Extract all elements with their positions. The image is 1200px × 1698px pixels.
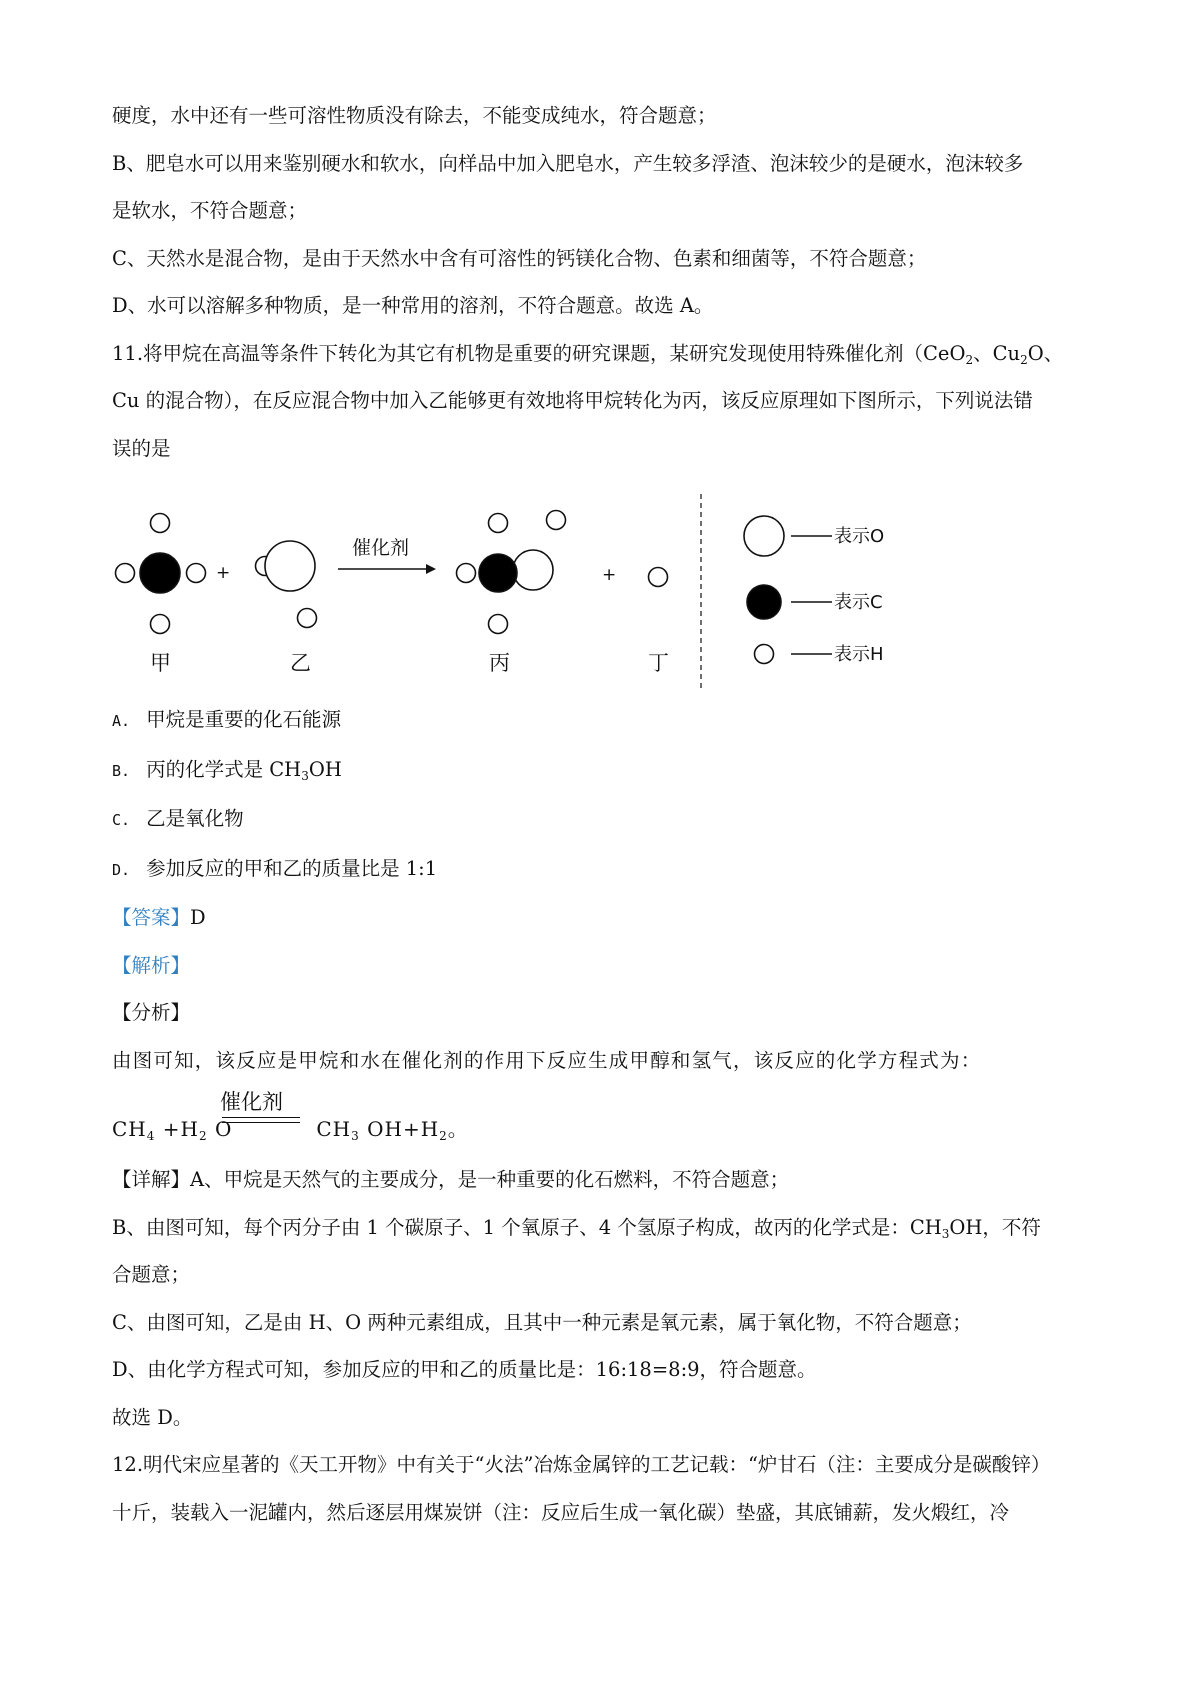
- text-line: 硬度，水中还有一些可溶性物质没有除去，不能变成纯水，符合题意；: [112, 104, 717, 127]
- reaction-arrow: [338, 537, 436, 574]
- plus-sign: +: [216, 563, 231, 583]
- plus-sign: +: [602, 565, 617, 585]
- label-yi: 乙: [290, 651, 311, 675]
- fenxi-text: 由图可知，该反应是甲烷和水在催化剂的作用下反应生成甲醇和氢气，该反应的化学方程式为：: [112, 1048, 982, 1072]
- reaction-diagram-svg: [108, 478, 908, 692]
- text-line: B、肥皂水可以用来鉴别硬水和软水，向样品中加入肥皂水，产生较多浮渣、泡沫较少的是硬水，泡沫较多: [112, 151, 1024, 175]
- detail-tag: 【详解】: [112, 1168, 191, 1191]
- detail-line-3: 合题意；: [112, 1263, 191, 1286]
- answer-tag: 【答案】: [112, 906, 191, 929]
- chemical-equation: [112, 1086, 1102, 1156]
- molecule-yi: [256, 541, 317, 628]
- option-c[interactable]: C. 乙是氧化物: [112, 807, 244, 830]
- text-line: 是软水，不符合题意；: [112, 199, 308, 222]
- label-jia: 甲: [150, 651, 171, 675]
- question-11-line-2: Cu 的混合物），在反应混合物中加入乙能够更有效地将甲烷转化为丙，该反应原理如下图所示，下列说法错: [112, 389, 1033, 412]
- option-b[interactable]: B. 丙的化学式是 $CH_3OH$: [112, 757, 342, 783]
- label-bing: 丙: [489, 651, 510, 675]
- catalyst-label: 催化剂: [352, 537, 410, 559]
- fenxi-tag: 【分析】: [112, 1001, 191, 1024]
- legend-o-text: 表示O: [834, 526, 885, 547]
- text-line: D、水可以溶解多种物质，是一种常用的溶剂，不符合题意。故选 A。: [112, 294, 714, 317]
- molecule-jia: [116, 514, 206, 634]
- molecule-bing: [457, 511, 566, 634]
- question-11-line-3: 误的是: [112, 436, 171, 460]
- detail-line-4: C、由图可知，乙是由 H、O 两种元素组成，且其中一种元素是氧元素，属于氧化物，不符合题意；: [112, 1310, 972, 1334]
- document-page: [112, 92, 1102, 1536]
- equation-text: $CH_4 +H_2$ O $CH_3$ $OH+H_2$。: [112, 1117, 469, 1143]
- legend: [744, 516, 884, 665]
- reaction-diagram: [112, 478, 1102, 692]
- detail-line-5: D、由化学方程式可知，参加反应的甲和乙的质量比是：16:18=8:9，符合题意。: [112, 1358, 817, 1381]
- analysis-tag: 【解析】: [112, 953, 191, 977]
- legend-h-symbol: [755, 645, 774, 664]
- equation-condition: 催化剂: [220, 1090, 283, 1114]
- legend-c-symbol: [747, 585, 781, 619]
- option-a[interactable]: A. 甲烷是重要的化石能源: [112, 708, 342, 731]
- question-12-line-2: 十斤，装载入一泥罐内，然后逐层用煤炭饼（注：反应后生成一氧化碳）垫盛，其底铺薪，发火煅红，冷: [112, 1500, 1010, 1524]
- detail-line-6: 故选 D。: [112, 1405, 193, 1429]
- answer-value: D: [190, 906, 206, 929]
- molecule-ding: [649, 568, 668, 587]
- answer-line: [112, 894, 1102, 942]
- legend-h-text: 表示H: [834, 644, 884, 665]
- detail-line-2: B、由图可知，每个丙分子由 1 个碳原子、1 个氧原子、4 个氢原子构成，故丙的化学式是：$CH_3OH$，不符: [112, 1215, 1041, 1241]
- label-ding: 丁: [648, 651, 669, 675]
- legend-o-symbol: [744, 516, 784, 556]
- legend-c-text: 表示C: [834, 592, 883, 613]
- option-d[interactable]: D. 参加反应的甲和乙的质量比是 1:1: [112, 856, 438, 880]
- question-11-line-1: 11.将甲烷在高温等条件下转化为其它有机物是重要的研究课题，某研究发现使用特殊催化剂（CeO$_2$、$Cu_2O$、: [112, 341, 1064, 367]
- question-12-line-1: 12.明代宋应星著的《天工开物》中有关于“火法”冶炼金属锌的工艺记载：“炉甘石（注：主要成分是碳酸锌）: [112, 1453, 1051, 1476]
- text-line: C、天然水是混合物，是由于天然水中含有可溶性的钙镁化合物、色素和细菌等，不符合题意；: [112, 246, 927, 270]
- detail-line-1: 【详解】A、甲烷是天然气的主要成分，是一种重要的化石燃料，不符合题意；: [112, 1168, 790, 1191]
